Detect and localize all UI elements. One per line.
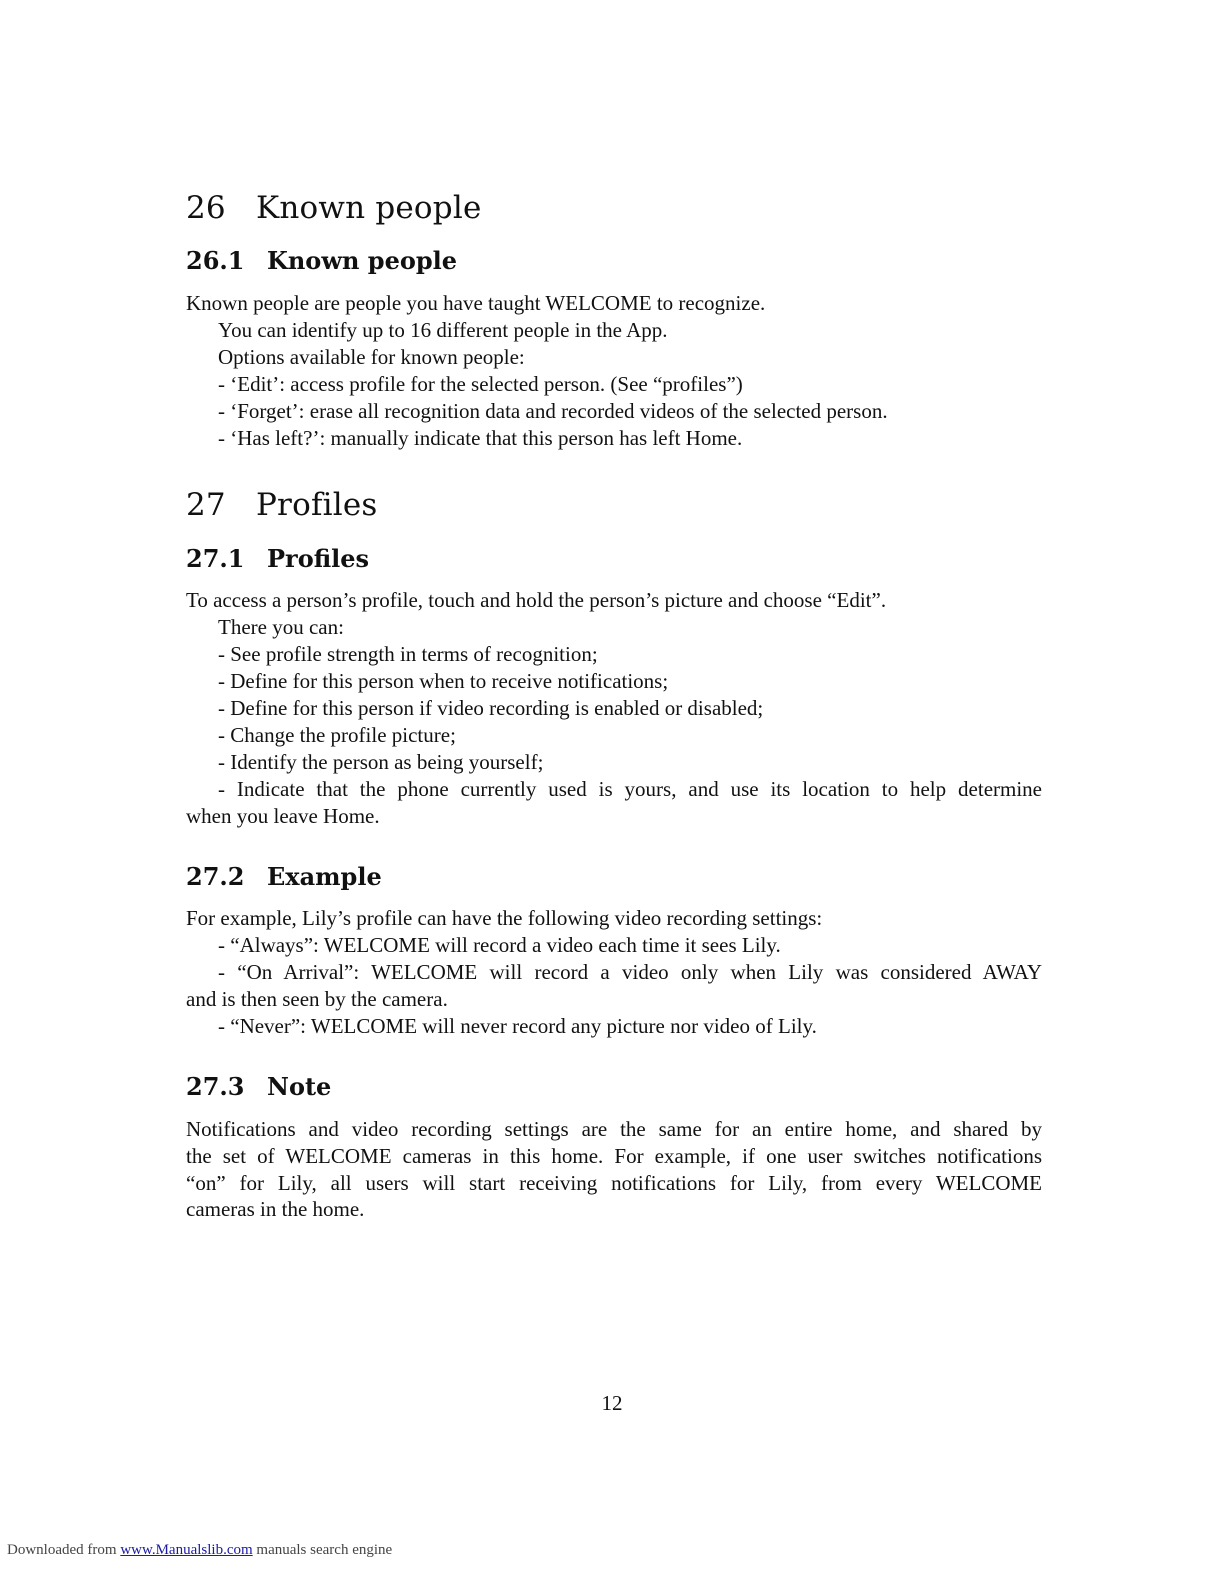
subsection-number: 27.2 bbox=[186, 861, 245, 891]
list-item: - ‘Forget’: erase all recognition data and recorded videos of the selected person. bbox=[218, 398, 888, 423]
manualslib-link[interactable]: www.Manualslib.com bbox=[120, 1542, 253, 1558]
known-people-paragraph bbox=[186, 290, 1042, 451]
subsection-number: 27.1 bbox=[186, 543, 245, 573]
text-line: Known people are people you have taught WELCOME to recognize. bbox=[186, 290, 766, 315]
subsection-title: Example bbox=[267, 861, 382, 891]
list-item: - Indicate that the phone currently used is yours, and use its location to help determine bbox=[218, 776, 1042, 801]
text-line: Options available for known people: bbox=[218, 344, 525, 369]
list-item: - Define for this person if video recording is enabled or disabled; bbox=[218, 696, 764, 721]
text-line: Notifications and video recording settings are the same for an entire home, and shared by bbox=[186, 1116, 1042, 1141]
section-number: 26 bbox=[186, 190, 226, 226]
list-item: - “On Arrival”: WELCOME will record a video only when Lily was considered AWAY bbox=[218, 960, 1042, 985]
list-item: - Change the profile picture; bbox=[218, 722, 456, 747]
list-item: - ‘Has left?’: manually indicate that this person has left Home. bbox=[218, 425, 743, 450]
page-number: 12 bbox=[601, 1391, 623, 1415]
text-line: There you can: bbox=[218, 615, 344, 640]
note-paragraph bbox=[186, 1116, 1042, 1224]
subsection-number: 26.1 bbox=[186, 246, 245, 276]
text-line: “on” for Lily, all users will start receiving notifications for Lily, from every WELCOME bbox=[186, 1170, 1042, 1195]
list-item: - See profile strength in terms of recognition; bbox=[218, 642, 598, 667]
page-body bbox=[186, 190, 1042, 1223]
list-item: - Identify the person as being yourself; bbox=[218, 749, 544, 774]
section-number: 27 bbox=[186, 487, 226, 524]
section-title: Profiles bbox=[256, 487, 378, 524]
subsection-title: Known people bbox=[267, 246, 458, 276]
text-line: the set of WELCOME cameras in this home. For example, if one user switches notifications bbox=[186, 1143, 1042, 1168]
subsection-number: 27.3 bbox=[186, 1071, 245, 1101]
profiles-paragraph bbox=[186, 587, 1042, 829]
subsection-title: Profiles bbox=[267, 543, 370, 573]
section-26-heading bbox=[186, 190, 1042, 227]
download-footer bbox=[7, 1542, 392, 1559]
text-line: You can identify up to 16 different people in the App. bbox=[218, 317, 668, 342]
subsection-title: Note bbox=[267, 1071, 332, 1101]
text-line: cameras in the home. bbox=[186, 1197, 365, 1222]
footer-suffix: manuals search engine bbox=[256, 1542, 393, 1558]
text-line: To access a person’s profile, touch and hold the person’s picture and choose “Edit”. bbox=[186, 588, 887, 613]
subsection-27-1-heading bbox=[186, 545, 1042, 574]
text-line: and is then seen by the camera. bbox=[186, 987, 448, 1012]
text-line: when you leave Home. bbox=[186, 803, 380, 828]
footer-prefix: Downloaded from bbox=[7, 1542, 117, 1558]
example-paragraph bbox=[186, 905, 1042, 1040]
list-item: - ‘Edit’: access profile for the selected person. (See “profiles”) bbox=[218, 371, 743, 396]
list-item: - “Never”: WELCOME will never record any picture nor video of Lily. bbox=[218, 1013, 817, 1038]
subsection-26-1-heading bbox=[186, 247, 1042, 276]
section-title: Known people bbox=[256, 190, 482, 226]
subsection-27-2-heading bbox=[186, 863, 1042, 892]
subsection-27-3-heading bbox=[186, 1073, 1042, 1102]
section-27-heading bbox=[186, 487, 1042, 524]
list-item: - Define for this person when to receive notifications; bbox=[218, 669, 669, 694]
list-item: - “Always”: WELCOME will record a video each time it sees Lily. bbox=[218, 933, 781, 958]
text-line: For example, Lily’s profile can have the following video recording settings: bbox=[186, 906, 823, 931]
